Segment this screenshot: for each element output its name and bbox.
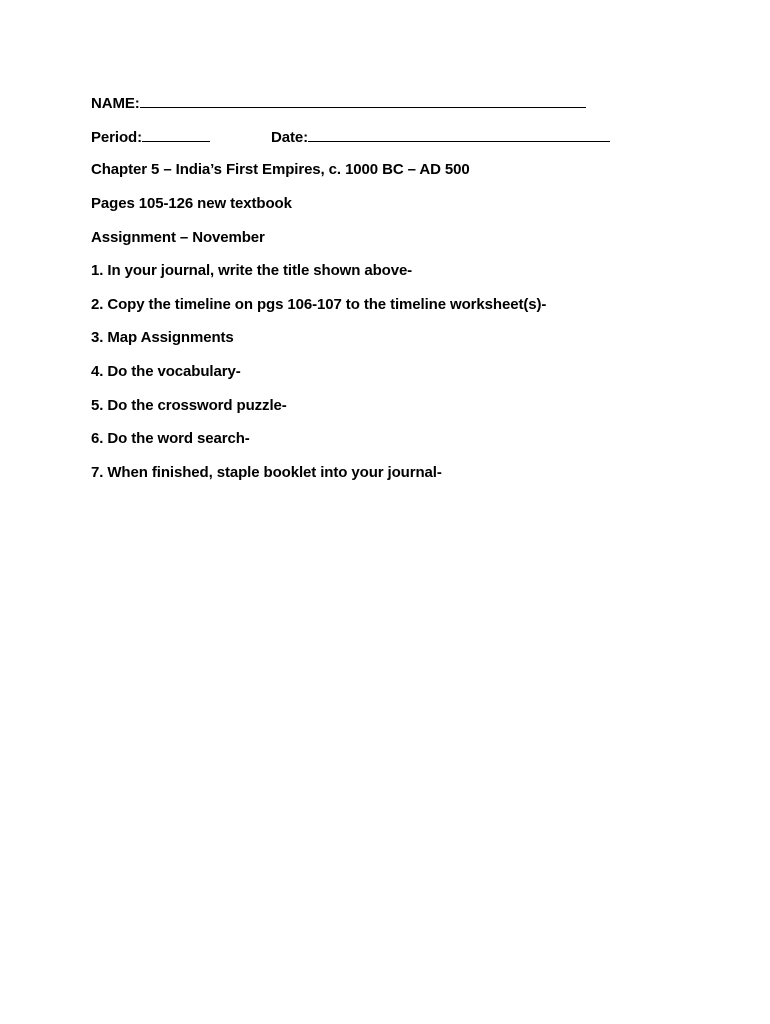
task-item: 4. Do the vocabulary- xyxy=(91,363,241,380)
pages-line: Pages 105-126 new textbook xyxy=(91,195,292,212)
name-label: NAME: xyxy=(91,95,140,112)
date-field xyxy=(271,128,610,147)
task-item: 2. Copy the timeline on pgs 106-107 to the timeline worksheet(s)- xyxy=(91,296,547,313)
task-item: 6. Do the word search- xyxy=(91,430,250,447)
period-label: Period: xyxy=(91,129,142,146)
period-blank xyxy=(142,128,210,142)
task-item: 1. In your journal, write the title shown above- xyxy=(91,262,413,279)
task-item: 5. Do the crossword puzzle- xyxy=(91,397,287,414)
name-blank xyxy=(140,94,586,108)
period-date-row xyxy=(91,128,631,146)
date-blank xyxy=(308,128,610,142)
date-label: Date: xyxy=(271,129,309,146)
task-item: 7. When finished, staple booklet into your journal- xyxy=(91,464,442,481)
chapter-title: Chapter 5 – India’s First Empires, c. 1000 BC – AD 500 xyxy=(91,161,470,178)
task-item: 3. Map Assignments xyxy=(91,329,234,346)
name-field xyxy=(91,94,586,113)
period-field xyxy=(91,128,210,147)
assignment-heading: Assignment – November xyxy=(91,229,265,246)
